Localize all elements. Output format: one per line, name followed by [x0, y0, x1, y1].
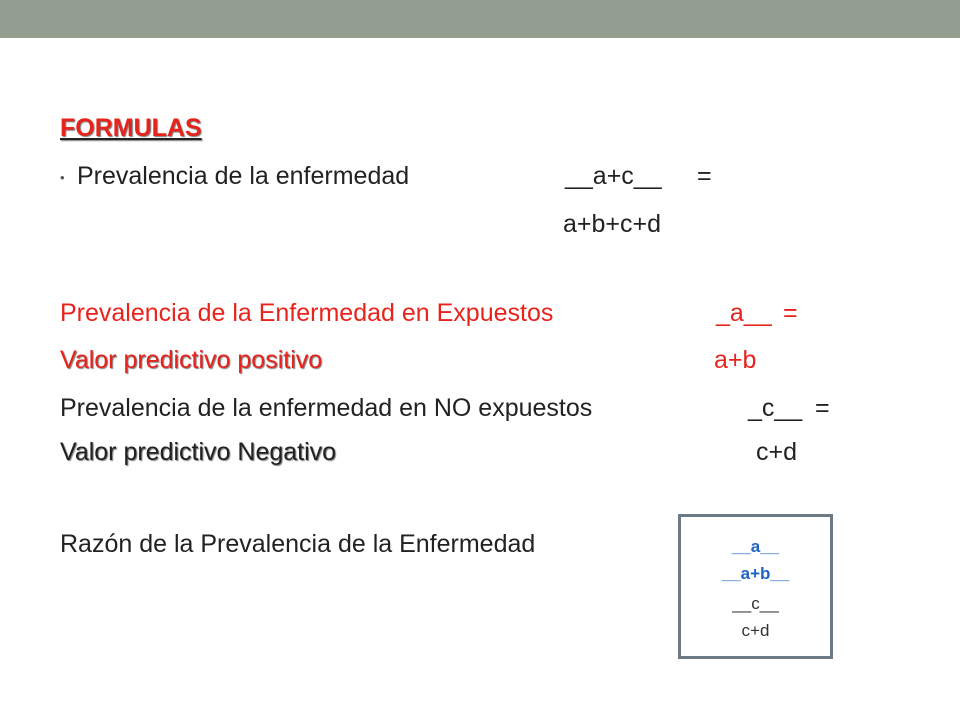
no-expuestos-equals: =	[815, 394, 830, 422]
prevalencia-equals: =	[697, 162, 712, 190]
prevalencia-numerator: __a+c__	[565, 162, 662, 190]
expuestos-equals: =	[783, 299, 798, 327]
no-expuestos-label: Prevalencia de la enfermedad en NO expuestos	[60, 394, 593, 422]
no-expuestos-numerator: _c__	[748, 394, 803, 422]
vpp-label: Valor predictivo positivo	[60, 346, 323, 374]
ratio-line-2: __a+b__	[721, 564, 790, 583]
prevalencia-denominator: a+b+c+d	[563, 210, 662, 238]
ratio-line-1: __a__	[731, 537, 780, 556]
ratio-line-4: c+d	[741, 621, 770, 640]
vpp-denominator: a+b	[714, 346, 757, 374]
prevalencia-label: Prevalencia de la enfermedad	[77, 162, 410, 190]
slide-title: FORMULAS	[60, 114, 202, 142]
ratio-box	[678, 514, 833, 659]
expuestos-numerator: _a__	[716, 299, 772, 327]
ratio-line-3: __c__	[732, 594, 779, 613]
vpn-denominator: c+d	[756, 438, 798, 466]
top-bar	[0, 0, 960, 38]
bullet-dot: •	[60, 170, 65, 185]
vpn-label: Valor predictivo Negativo	[60, 438, 337, 466]
expuestos-label: Prevalencia de la Enfermedad en Expuestos	[60, 299, 554, 327]
razon-label: Razón de la Prevalencia de la Enfermedad	[60, 530, 536, 558]
